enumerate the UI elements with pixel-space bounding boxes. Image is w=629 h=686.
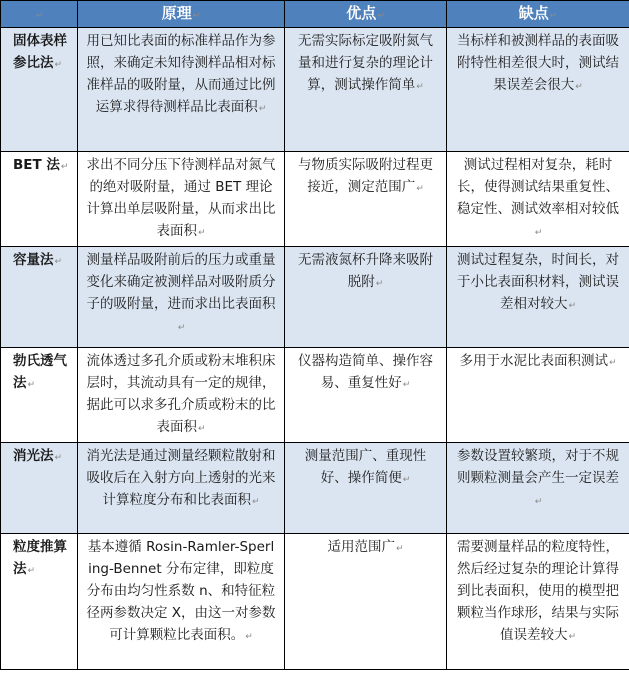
disadvantages-text: 参数设置较繁琐，对于不规则颗粒测量会产生一定误差 [457,448,619,486]
advantages-text: 仪器构造简单、操作容易、重复性好 [298,353,433,391]
disadvantages-text: 测试过程相对复杂，耗时长，使得测试结果重复性、稳定性、测试效率相对较低 [457,157,619,217]
table-row [1,152,629,247]
advantages-cell [285,152,447,247]
header-advantages [285,1,447,28]
cell-end-mark: ↵ [568,301,577,311]
cell-end-mark: ↵ [534,228,543,238]
method-name: 固体表样参比法 [13,33,67,71]
disadvantages-text: 需要测量样品的粒度特性，然后经过复杂的理论计算得到比表面积，使用的模型把颗粒当作球形，结果与实际值误差较大 [457,539,619,643]
method-cell [1,247,78,348]
principle-cell [78,534,285,670]
cell-end-mark: ↵ [245,632,253,642]
disadvantages-text: 当标样和被测样品的表面吸附特性相差很大时，测试结果误差会很大 [457,33,619,93]
disadvantages-text: 测试过程复杂，时间长，对于小比表面积材料，测试误差相对较大 [457,252,619,312]
principle-text: 测量样品吸附前后的压力或重量变化来确定被测样品对吸附质分子的吸附量，进而求出比表面积 [86,252,276,312]
advantages-text: 测量范围广、重现性好、操作简便 [304,448,427,486]
disadvantages-cell [447,348,629,443]
cell-end-mark: ↵ [608,358,617,368]
header-principle-label: 原理 [161,3,192,22]
principle-text: 消光法是通过测量经颗粒散射和吸收后在入射方向上透射的光来计算粒度分布和比表面积 [86,448,276,508]
cell-end-mark: ↵ [534,497,543,507]
method-name: 消光法 [13,448,54,464]
cell-end-mark: ↵ [402,380,411,390]
principle-text: 流体透过多孔介质或粉末堆积床层时，其流动具有一定的规律，据此可以求多孔介质或粉末的比表面积 [86,353,276,435]
advantages-cell [285,443,447,534]
header-method [1,1,78,28]
table-row [1,534,629,670]
advantages-cell [285,247,447,348]
cell-end-mark: ↵ [402,475,411,485]
principle-text: 基本遵循 Rosin-Ramler-Sperling-Bennet 分布定律，即粒度分布由均匀性系数 n、和特征粒径两参数决定 X，由这一对参数可计算颗粒比表面积。 [86,539,276,643]
cell-end-mark: ↵ [568,632,577,642]
cell-end-mark: ↵ [197,424,206,434]
principle-text: 求出不同分压下待测样品对氮气的绝对吸附量，通过 BET 理论计算出单层吸附量，从而求出比表面积 [86,157,276,239]
advantages-cell [285,534,447,670]
disadvantages-cell [447,443,629,534]
cell-end-mark: ↵ [375,279,384,289]
header-advantages-label: 优点 [346,3,377,22]
cell-end-mark: ↵ [416,184,424,194]
cell-end-mark: ↵ [258,104,267,114]
disadvantages-cell [447,247,629,348]
header-disadvantages-label: 缺点 [518,3,549,22]
method-cell [1,152,78,247]
principle-cell [78,247,285,348]
table-row [1,443,629,534]
advantages-text: 适用范围广 [327,539,395,555]
cell-end-mark: ↵ [54,257,63,267]
principle-cell [78,152,285,247]
header-row [1,1,629,28]
cell-end-mark: ↵ [395,544,404,554]
cell-end-mark: ↵ [192,10,201,21]
header-principle [78,1,285,28]
advantages-text: 无需实际标定吸附氮气量和进行复杂的理论计算，测试操作简单 [298,33,433,93]
cell-end-mark: ↵ [377,10,385,21]
principle-cell [78,28,285,152]
method-cell [1,443,78,534]
advantages-text: 无需液氮杯升降来吸附脱附 [298,252,433,290]
cell-end-mark: ↵ [60,162,69,172]
table-header [1,1,629,28]
cell-end-mark: ↵ [54,453,63,463]
method-name: 勃氏透气法 [13,353,67,391]
method-cell [1,534,78,670]
cell-end-mark: ↵ [416,82,424,92]
advantages-cell [285,28,447,152]
advantages-text: 与物质实际吸附过程更接近，测定范围广 [298,157,433,195]
method-name: BET 法 [13,157,60,173]
table-body [1,28,629,670]
table-row [1,28,629,152]
cell-end-mark: ↵ [177,323,186,333]
cell-end-mark: ↵ [35,10,44,21]
disadvantages-cell [447,152,629,247]
cell-end-mark: ↵ [575,82,583,92]
method-cell [1,28,78,152]
cell-end-mark: ↵ [54,60,63,70]
cell-end-mark: ↵ [27,566,36,576]
principle-cell [78,443,285,534]
table-row [1,348,629,443]
method-cell [1,348,78,443]
disadvantages-cell [447,28,629,152]
cell-end-mark: ↵ [27,380,36,390]
disadvantages-cell [447,534,629,670]
method-name: 粒度推算法 [13,539,67,577]
table-row [1,247,629,348]
advantages-cell [285,348,447,443]
principle-cell [78,348,285,443]
disadvantages-text: 多用于水泥比表面积测试 [459,353,608,369]
cell-end-mark: ↵ [197,228,206,238]
method-name: 容量法 [13,252,54,268]
cell-end-mark: ↵ [549,10,558,21]
cell-end-mark: ↵ [251,497,260,507]
header-disadvantages [447,1,629,28]
principle-text: 用已知比表面的标准样品作为参照，来确定未知待测样品相对标准样品的吸附量，从而通过比例运算求得待测样品比表面积 [86,33,276,115]
